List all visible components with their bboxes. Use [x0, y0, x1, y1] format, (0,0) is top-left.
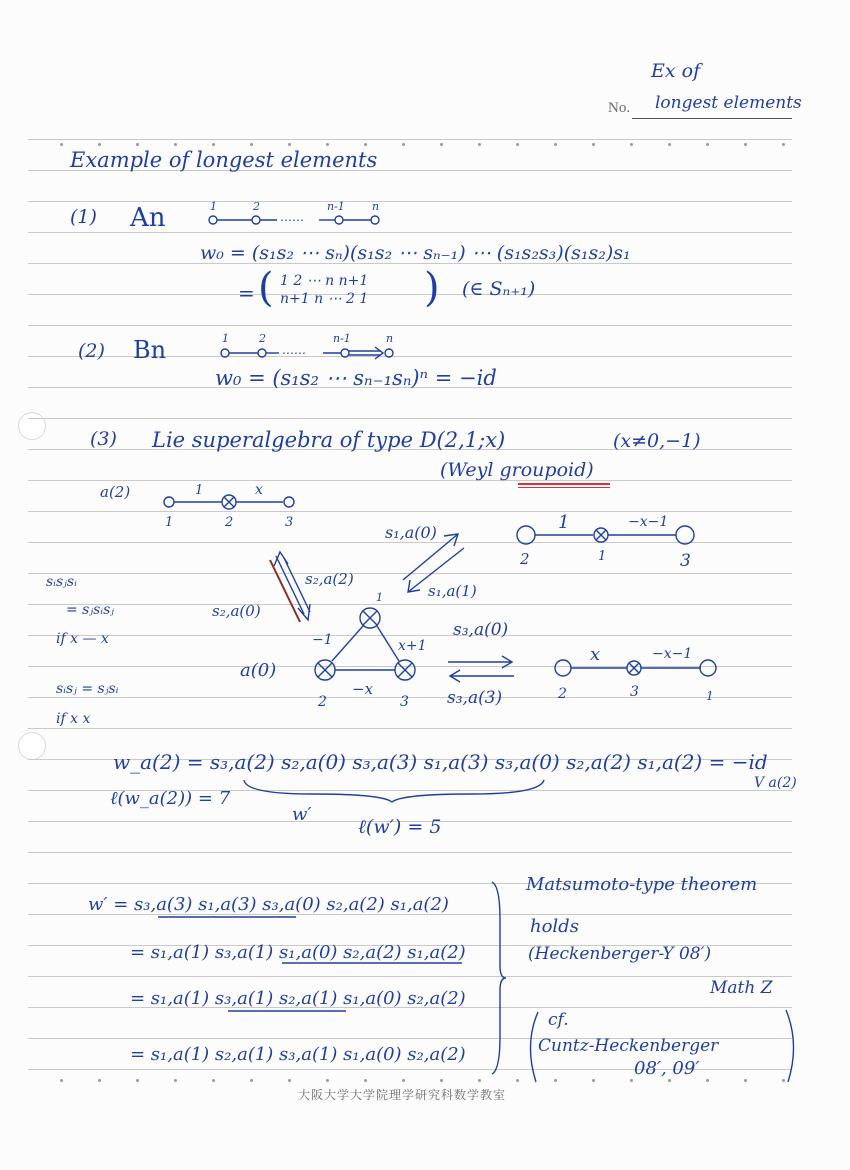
section2-type: Bn	[133, 336, 167, 364]
dynkin-label: n	[386, 332, 394, 345]
grid-dot	[136, 1079, 139, 1082]
footer-institution: 大阪大学大学院理学研究科数学教室	[298, 1088, 507, 1102]
derivation-line: = s₁,a(1) s₃,a(1) s₁,a(0) s₂,a(2) s₁,a(2)	[130, 942, 466, 963]
grid-dot	[212, 1079, 215, 1082]
arrow-label-s1a0: s₁,a(0)	[385, 523, 437, 542]
grid-dot	[782, 143, 785, 146]
node-label: 3	[285, 515, 294, 530]
ruled-line	[28, 201, 792, 202]
w-a2-subscript: V a(2)	[754, 775, 797, 791]
grid-dot	[60, 143, 63, 146]
dynkin-diagram-Bn	[215, 333, 405, 363]
grid-dot	[364, 143, 367, 146]
grid-dot	[402, 143, 405, 146]
arrow-label-s2a2: s₂,a(2)	[305, 570, 354, 588]
edge-label: −x−1	[652, 646, 693, 662]
grid-dot	[516, 143, 519, 146]
derivation-line: = s₁,a(1) s₃,a(1) s₂,a(1) s₁,a(0) s₂,a(2)	[130, 988, 466, 1009]
braid-note-line: = sⱼsᵢsⱼ	[66, 602, 114, 618]
wprime-brace	[242, 778, 547, 804]
grid-dot	[212, 143, 215, 146]
node-label: 1	[706, 689, 714, 703]
grid-dot	[516, 1079, 519, 1082]
edge-label: x+1	[398, 638, 427, 654]
edge-label: x	[255, 482, 263, 498]
ruled-line	[28, 480, 792, 481]
red-underline	[518, 487, 610, 488]
grid-dot	[554, 143, 557, 146]
dynkin-label: 2	[253, 200, 260, 213]
ruled-line	[28, 728, 792, 729]
edge-label: −1	[312, 632, 333, 648]
perm-in-S: (∈ Sₙ₊₁)	[462, 278, 536, 300]
grid-dot	[440, 143, 443, 146]
dynkin-label: n-1	[327, 200, 345, 213]
section3-label: (3)	[90, 428, 117, 450]
derivation-brace	[488, 880, 508, 1076]
node-label: 1	[598, 549, 607, 564]
length-wprime: ℓ(w′) = 5	[358, 816, 442, 838]
edge-label: 1	[558, 512, 570, 533]
w-a2-line: w_a(2) = s₃,a(2) s₂,a(0) s₃,a(3) s₁,a(3) s₃,a(0) s₂,a(2) s₁,a(2) = −id	[113, 750, 768, 774]
ruled-line	[28, 325, 792, 326]
wprime-label: w′	[292, 804, 312, 825]
arrow-label-s3a3: s₃,a(3)	[447, 688, 503, 708]
edge-label: −x−1	[628, 514, 669, 530]
grid-dot	[630, 143, 633, 146]
braid-note-line: if x — x	[56, 631, 109, 647]
node-label: 3	[680, 551, 691, 571]
grid-dot	[250, 143, 253, 146]
edge-label: 1	[195, 483, 204, 498]
grid-dot	[440, 1079, 443, 1082]
ruled-line	[28, 139, 792, 140]
grid-dot	[668, 143, 671, 146]
weyl-groupoid-note: (Weyl groupoid)	[440, 459, 594, 481]
dynkin-label: 2	[259, 332, 266, 345]
binder-hole	[18, 732, 46, 760]
equals-sign: =	[238, 281, 255, 305]
node-label: 2	[225, 515, 234, 530]
side-note-line: 08′, 09′	[634, 1058, 700, 1079]
grid-dot	[174, 1079, 177, 1082]
grid-dot	[592, 143, 595, 146]
groupoid-arrows-horizontal	[444, 654, 520, 684]
arrow-label-s3a0: s₃,a(0)	[453, 620, 509, 640]
derivation-line: w′ = s₃,a(3) s₁,a(3) s₃,a(0) s₂,a(2) s₁,a(2)	[88, 894, 449, 915]
grid-dot	[706, 143, 709, 146]
side-note-line: Cuntz-Heckenberger	[538, 1036, 719, 1056]
perm-bottom-row: n+1 n ⋯ 2 1	[280, 291, 369, 307]
section2-w0: w₀ = (s₁s₂ ⋯ sₙ₋₁sₙ)ⁿ = −id	[215, 366, 497, 390]
side-note-line: Math Z	[710, 978, 773, 998]
edge-label: x	[590, 644, 601, 665]
side-note-parentheses	[524, 1008, 804, 1088]
perm-left-paren: (	[258, 265, 274, 311]
side-note-line: holds	[530, 916, 579, 937]
node-label: 1	[165, 515, 174, 530]
header-title-line2: longest elements	[655, 93, 802, 113]
node-label: 3	[400, 694, 409, 710]
diagram-a3	[548, 640, 728, 702]
dynkin-label: 1	[210, 200, 217, 213]
red-underline	[518, 483, 610, 485]
section3-condition: (x≠0,−1)	[613, 430, 701, 452]
header-no-label: No.	[608, 100, 631, 116]
node-label: 3	[630, 684, 639, 700]
side-note-line: (Heckenberger-Y 08′)	[528, 944, 712, 964]
header-underline	[632, 118, 792, 119]
dynkin-diagram-An	[195, 200, 400, 232]
length-w: ℓ(w_a(2)) = 7	[110, 788, 231, 809]
grid-dot	[326, 143, 329, 146]
node-label: 1	[376, 591, 383, 604]
grid-dot	[744, 143, 747, 146]
braid-note-line: if x x	[56, 711, 91, 727]
braid-note-line: sᵢsⱼ = sⱼsᵢ	[56, 681, 119, 697]
grid-dot	[402, 1079, 405, 1082]
ruled-line	[28, 418, 792, 419]
grid-dot	[288, 143, 291, 146]
derivation-line: = s₁,a(1) s₂,a(1) s₃,a(1) s₁,a(0) s₂,a(2)	[130, 1044, 466, 1065]
ruled-line	[28, 852, 792, 853]
arrow-label-s1a1: s₁,a(1)	[428, 582, 477, 600]
perm-right-paren: )	[424, 265, 440, 311]
binder-hole	[18, 412, 46, 440]
page-title: Example of longest elements	[70, 148, 378, 172]
grid-dot	[478, 1079, 481, 1082]
svg-text:⋯⋯: ⋯⋯	[279, 213, 303, 227]
section1-label: (1)	[70, 206, 97, 228]
edge-label: −x	[352, 680, 374, 698]
side-note-line: Matsumoto-type theorem	[526, 874, 758, 895]
diagram-a1	[510, 508, 710, 571]
diagram-a0-triangle	[300, 591, 450, 710]
svg-text:⋯⋯: ⋯⋯	[281, 346, 305, 360]
section3-heading: Lie superalgebra of type D(2,1;x)	[152, 428, 506, 452]
grid-dot	[60, 1079, 63, 1082]
diagram-a2	[155, 480, 305, 530]
grid-dot	[136, 143, 139, 146]
section1-type: An	[130, 203, 166, 233]
grid-dot	[174, 143, 177, 146]
grid-dot	[364, 1079, 367, 1082]
section2-label: (2)	[78, 340, 105, 362]
dynkin-label: 1	[222, 332, 229, 345]
grid-dot	[478, 143, 481, 146]
perm-top-row: 1 2 ⋯ n n+1	[280, 273, 369, 289]
grid-dot	[326, 1079, 329, 1082]
node-label: 2	[558, 686, 567, 702]
node-label: 2	[520, 550, 530, 568]
dynkin-label: n	[372, 200, 380, 213]
dynkin-label: n-1	[333, 332, 351, 345]
node-label: 2	[318, 694, 327, 710]
a2-label: a(2)	[100, 483, 131, 501]
ruled-line	[28, 294, 792, 295]
section1-w0: w₀ = (s₁s₂ ⋯ sₙ)(s₁s₂ ⋯ sₙ₋₁) ⋯ (s₁s₂s₃)(s₁s₂)s₁	[200, 242, 631, 264]
grid-dot	[288, 1079, 291, 1082]
grid-dot	[98, 1079, 101, 1082]
grid-dot	[98, 143, 101, 146]
derivation-underlines	[156, 915, 486, 1055]
side-note-line: cf.	[548, 1010, 569, 1030]
a0-label: a(0)	[240, 660, 277, 681]
braid-note-line: sᵢsⱼsᵢ	[46, 574, 77, 590]
arrow-label-s2a0: s₂,a(0)	[212, 602, 261, 620]
header-title-line1: Ex of	[651, 60, 701, 82]
grid-dot	[250, 1079, 253, 1082]
